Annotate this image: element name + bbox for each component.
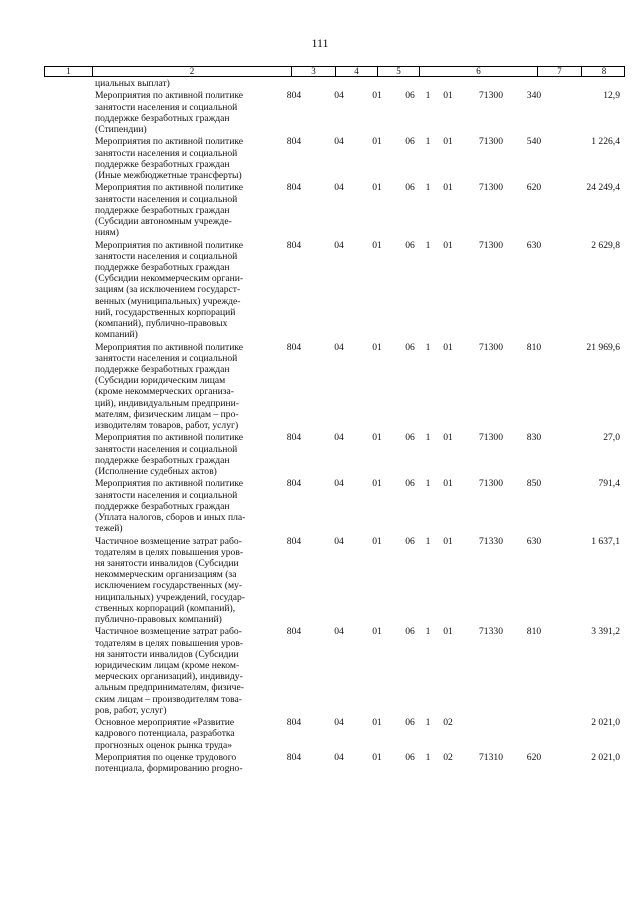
row-code: 804 [286, 626, 302, 638]
row-code: 804 [286, 90, 302, 102]
row-code: 01 [443, 90, 453, 102]
row-code: 01 [443, 341, 453, 353]
row-code: 804 [286, 752, 302, 763]
row-name-line: занятости населения и социальной [95, 193, 238, 205]
table-row [0, 182, 640, 238]
row-code: 1 [425, 90, 431, 102]
row-code: 04 [334, 752, 344, 763]
row-code: 01 [372, 717, 382, 729]
row-code: 04 [334, 182, 344, 194]
row-code: 01 [372, 478, 382, 490]
row-name-line: ний, государственных корпораций [95, 306, 236, 318]
row-name-line: Мероприятия по активной политике [95, 182, 244, 194]
row-code: 1 [425, 182, 431, 194]
row-name-line: ниципальных) учреждений, государ- [95, 591, 245, 603]
row-value: 3 391,2 [591, 626, 620, 638]
row-code: 06 [405, 136, 415, 148]
row-name-line: (Субсидии юридическим лицам [95, 375, 226, 387]
row-name-line: (Субсидии автономным учрежде- [95, 216, 232, 227]
row-name-line: ниям) [95, 227, 119, 239]
row-name-line: поддержке безработных граждан [95, 364, 230, 375]
row-name [95, 432, 275, 477]
header-cell-3: 3 [291, 67, 335, 76]
row-name-line: Мероприятия по активной политике [95, 136, 244, 148]
row-code: 01 [443, 136, 453, 148]
row-name-line: ций), индивидуальным предприни- [95, 397, 239, 409]
row-code: 04 [334, 535, 344, 547]
row-name [95, 240, 275, 341]
row-code: 804 [286, 239, 302, 251]
row-code: 71300 [479, 432, 503, 444]
header-cell-5: 5 [377, 67, 419, 76]
row-name-line: Мероприятия по активной политике [95, 432, 244, 444]
row-name [95, 478, 275, 534]
row-code: 06 [405, 432, 415, 444]
header-cell-7: 7 [537, 67, 581, 76]
row-name-line: (Уплата налогов, сборов и иных пла- [95, 512, 246, 523]
row-name [95, 78, 275, 89]
row-code: 810 [526, 626, 542, 638]
row-name-line: поддержке безработных граждан [95, 500, 230, 512]
row-code: 71300 [479, 90, 503, 102]
row-code: 01 [372, 752, 382, 763]
row-name-line: Мероприятия по активной политике [95, 478, 244, 490]
row-name-line: ня занятости инвалидов (Субсидии [95, 558, 239, 569]
row-name-line: изводителям товаров, работ, услуг) [95, 420, 239, 432]
row-code: 1 [425, 136, 431, 148]
row-code: 04 [334, 239, 344, 251]
row-code: 71330 [479, 626, 503, 638]
row-code: 04 [334, 432, 344, 444]
row-name-line: Мероприятия по активной политике [95, 239, 244, 251]
row-name-line: альным предпринимателям, физиче- [95, 682, 244, 694]
row-name-line: занятости населения и социальной [95, 489, 238, 501]
row-code: 04 [334, 341, 344, 353]
row-code: 340 [526, 90, 542, 102]
row-code: 804 [286, 535, 302, 547]
row-code: 71300 [479, 341, 503, 353]
row-code: 01 [443, 239, 453, 251]
row-code: 01 [443, 535, 453, 547]
row-code: 71330 [479, 535, 503, 547]
row-name-line: (компаний), публично-правовых [95, 318, 228, 330]
row-code: 850 [526, 478, 542, 490]
row-value: 2 021,0 [591, 752, 620, 763]
table-row [0, 626, 640, 716]
row-value: 1 226,4 [591, 136, 620, 148]
row-code: 1 [425, 752, 431, 763]
row-code: 04 [334, 90, 344, 102]
row-name-line: прогнозных оценок рынка труда» [95, 739, 232, 751]
row-code: 01 [443, 432, 453, 444]
header-cell-8: 8 [581, 67, 626, 76]
row-code: 804 [286, 432, 302, 444]
page-number: 111 [311, 36, 329, 50]
row-name [95, 752, 275, 774]
row-code: 01 [443, 626, 453, 638]
row-name-line: ственных корпораций (компаний), [95, 602, 236, 614]
row-code: 71300 [479, 136, 503, 148]
row-name-line: публично-правовых компаний) [95, 614, 222, 626]
row-name [95, 717, 275, 751]
row-name [95, 342, 275, 432]
row-name-line: зациям (за исключением государст- [95, 284, 241, 296]
table-row [0, 136, 640, 181]
row-code: 01 [372, 239, 382, 251]
row-value: 1 637,1 [591, 535, 620, 547]
row-code: 1 [425, 478, 431, 490]
row-name-line: (Субсидии некоммерческим органи- [95, 273, 244, 285]
table-row [0, 536, 640, 626]
row-code: 804 [286, 478, 302, 490]
row-value: 24 249,4 [586, 182, 620, 194]
row-name-line: циальных выплат) [95, 78, 170, 89]
row-name-line: венных (муниципальных) учрежде- [95, 295, 241, 307]
row-code: 71300 [479, 478, 503, 490]
row-name-line: занятости населения и социальной [95, 443, 238, 455]
row-code: 01 [372, 626, 382, 638]
row-name-line: кадрового потенциала, разработка [95, 728, 235, 740]
row-name-line: (кроме некоммерческих организа- [95, 386, 235, 398]
row-code: 804 [286, 717, 302, 729]
row-code: 06 [405, 478, 415, 490]
row-code: 01 [372, 90, 382, 102]
row-code: 06 [405, 752, 415, 763]
table-row [0, 90, 640, 135]
row-code: 1 [425, 626, 431, 638]
row-code: 01 [372, 535, 382, 547]
row-value: 2 021,0 [591, 717, 620, 729]
row-name-line: ров, работ, услуг) [95, 704, 167, 716]
row-code: 04 [334, 717, 344, 729]
row-name-line: мателям, физическим лицам – про- [95, 408, 239, 420]
row-code: 71300 [479, 239, 503, 251]
row-code: 630 [526, 239, 542, 251]
row-code: 71310 [479, 752, 503, 763]
row-code: 04 [334, 478, 344, 490]
row-name-line: Частичное возмещение затрат рабо- [95, 535, 242, 547]
row-name-line: занятости населения и социальной [95, 250, 238, 262]
row-code: 02 [443, 717, 453, 729]
row-code: 804 [286, 136, 302, 148]
row-name-line: поддержке безработных граждан [95, 112, 230, 124]
table-row [0, 240, 640, 341]
row-name [95, 626, 275, 716]
row-code: 06 [405, 717, 415, 729]
row-name [95, 136, 275, 181]
row-name [95, 182, 275, 238]
row-value: 791,4 [598, 478, 620, 490]
row-code: 01 [372, 136, 382, 148]
row-name-line: Основное мероприятие «Развитие [95, 717, 235, 729]
row-name-line: занятости населения и социальной [95, 101, 238, 113]
row-name-line: ня занятости инвалидов (Субсидии [95, 648, 239, 660]
table-row [0, 342, 640, 432]
header-cell-6: 6 [419, 67, 537, 76]
row-code: 06 [405, 535, 415, 547]
row-code: 06 [405, 90, 415, 102]
row-code: 810 [526, 341, 542, 353]
table-row [0, 478, 640, 534]
row-code: 1 [425, 341, 431, 353]
row-code: 04 [334, 626, 344, 638]
row-value: 27,0 [603, 432, 620, 444]
table-row [0, 717, 640, 751]
row-name-line: Мероприятия по оценке трудового [95, 752, 237, 763]
row-code: 620 [526, 752, 542, 763]
row-code: 1 [425, 717, 431, 729]
row-code: 06 [405, 182, 415, 194]
row-value: 21 969,6 [586, 341, 620, 353]
row-code: 06 [405, 341, 415, 353]
row-name-line: (Иные межбюджетные трансферты) [95, 170, 242, 181]
row-code: 01 [443, 478, 453, 490]
row-code: 1 [425, 239, 431, 251]
table-row [0, 78, 640, 89]
row-name-line: тодателям в целях повышения уров- [95, 637, 244, 649]
row-name [95, 90, 275, 135]
row-code: 1 [425, 432, 431, 444]
row-name-line: некоммерческим организациям (за [95, 569, 237, 581]
row-name-line: поддержке безработных граждан [95, 158, 230, 170]
row-name-line: поддержке безработных граждан [95, 204, 230, 216]
row-code: 02 [443, 752, 453, 763]
row-code: 804 [286, 341, 302, 353]
row-code: 804 [286, 182, 302, 194]
row-value: 12,9 [603, 90, 620, 102]
row-name-line: Частичное возмещение затрат рабо- [95, 626, 242, 638]
header-cell-2: 2 [92, 67, 291, 76]
header-cell-1: 1 [66, 66, 71, 76]
row-name-line: мерческих организаций), индивиду- [95, 671, 243, 683]
row-code: 1 [425, 535, 431, 547]
row-code: 540 [526, 136, 542, 148]
row-name-line: занятости населения и социальной [95, 352, 238, 364]
row-name-line: тодателям в целях повышения уров- [95, 546, 244, 558]
row-code: 830 [526, 432, 542, 444]
row-code: 01 [372, 432, 382, 444]
row-name-line: компаний) [95, 329, 138, 341]
row-name [95, 536, 275, 626]
header-cell-4: 4 [335, 67, 377, 76]
row-code: 620 [526, 182, 542, 194]
row-code: 01 [372, 341, 382, 353]
row-value: 2 629,8 [591, 239, 620, 251]
table-row [0, 752, 640, 774]
table-header [44, 66, 625, 77]
row-name-line: поддержке безработных граждан [95, 262, 230, 273]
row-name-line: тежей) [95, 523, 123, 535]
row-code: 06 [405, 626, 415, 638]
row-name-line: юридическим лицам (кроме неком- [95, 660, 240, 671]
row-name-line: (Исполнение судебных актов) [95, 466, 217, 477]
row-name-line: исключением государственных (му- [95, 580, 243, 592]
row-code: 04 [334, 136, 344, 148]
row-code: 01 [443, 182, 453, 194]
row-name-line: (Стипендии) [95, 124, 147, 135]
row-name-line: занятости населения и социальной [95, 147, 238, 159]
row-name-line: Мероприятия по активной политике [95, 341, 244, 353]
row-name-line: поддержке безработных граждан [95, 454, 230, 466]
row-code: 06 [405, 239, 415, 251]
row-name-line: ским лицам – производителям това- [95, 693, 242, 705]
table-row [0, 432, 640, 477]
row-code: 01 [372, 182, 382, 194]
row-code: 630 [526, 535, 542, 547]
row-name-line: Мероприятия по активной политике [95, 90, 244, 102]
row-name-line: потенциала, формированию progно- [95, 763, 243, 775]
row-code: 71300 [479, 182, 503, 194]
